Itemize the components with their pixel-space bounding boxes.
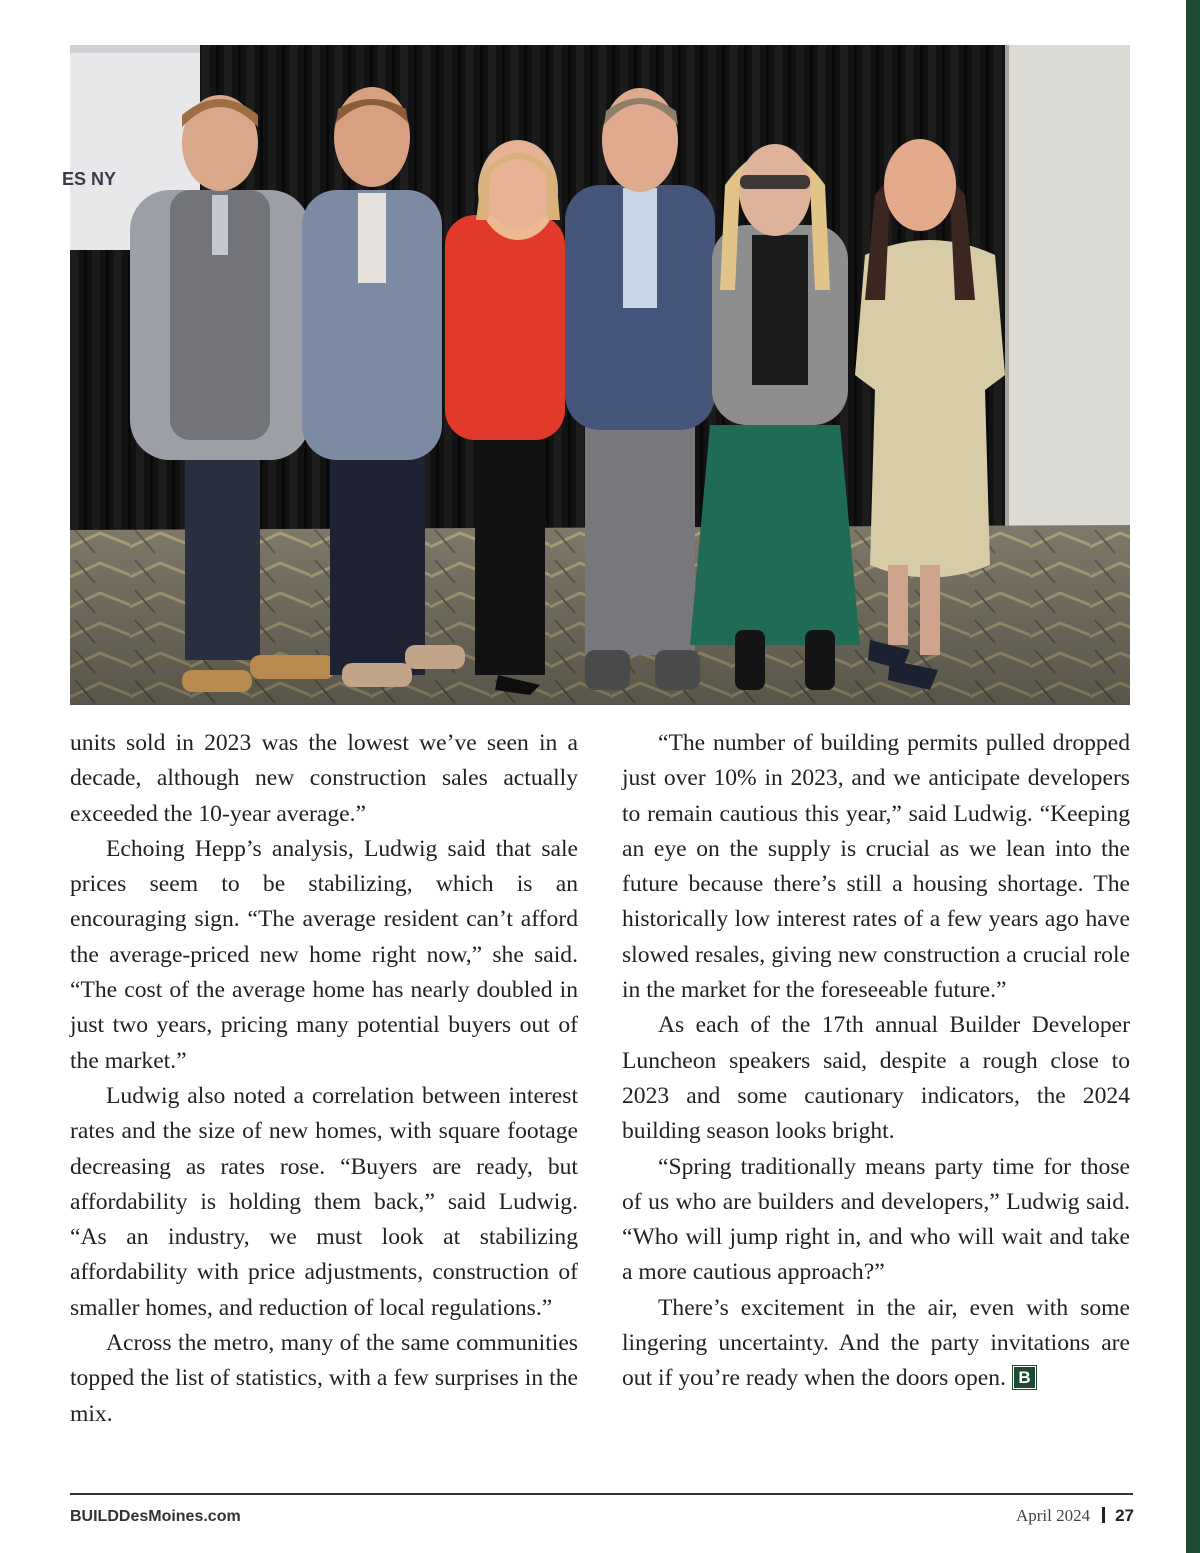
paragraph: Echoing Hepp’s analysis, Ludwig said that sale prices seem to be stabilizing, which is an encouraging sign. “The average resident can’t afford the average-priced new home right now,” she said. “The cost of the average home has nearly doubled in just two years, pricing many potential buyers out of the market.” <box>70 835 578 1074</box>
paragraph: “Spring traditionally means party time for those of us who are builders and developers,” Ludwig said. “Who will jump right in, and who will wait and take a more cautious approach?” <box>622 1153 1130 1286</box>
paragraph-last-text: There’s excitement in the air, even with some lingering uncertainty. And the party invitations are out if you’re ready when the doors open. <box>622 1294 1130 1392</box>
paragraph: Across the metro, many of the same communities topped the list of statistics, with a few surprises in the mix. <box>70 1330 578 1427</box>
group-photo <box>62 45 1130 705</box>
article-column-left <box>70 726 578 1432</box>
end-mark-icon: B <box>1014 1367 1035 1388</box>
footer-website: BUILDDesMoines.com <box>70 1508 241 1525</box>
paragraph: “The number of building permits pulled dropped just over 10% in 2023, and we anticipate developers to remain cautious this year,” said Ludwig. “Keeping an eye on the supply is crucial as we lean into the future because there’s still a housing shortage. The historically low interest rates of a few years ago have slowed resales, giving new construction a crucial role in the market for the foreseeable future.” <box>622 730 1130 1004</box>
side-accent-stripe <box>1186 0 1200 1553</box>
footer-date: April 2024 <box>1015 1506 1091 1525</box>
paragraph: units sold in 2023 was the lowest we’ve seen in a decade, although new construction sales actually exceeded the 10-year average.” <box>70 730 578 827</box>
paragraph: Ludwig also noted a correlation between interest rates and the size of new homes, with square footage decreasing as rates rose. “Buyers are ready, but affordability is holding them back,” said Ludwig. “As an industry, we must look at stabilizing affordability with price adjustments, construction of smaller homes, and reduction of local regulations.” <box>70 1082 578 1321</box>
footer-folio <box>1016 1506 1134 1526</box>
paragraph-last <box>622 1291 1130 1397</box>
footer-divider <box>70 1493 1133 1495</box>
footer-separator <box>1102 1507 1105 1523</box>
projector-screen-text: ES NY <box>62 169 117 189</box>
paragraph: As each of the 17th annual Builder Developer Luncheon speakers said, despite a rough close to 2023 and some cautionary indicators, the 2024 building season looks bright. <box>622 1012 1130 1145</box>
page-number: 27 <box>1115 1506 1134 1525</box>
article-column-right <box>622 726 1130 1397</box>
